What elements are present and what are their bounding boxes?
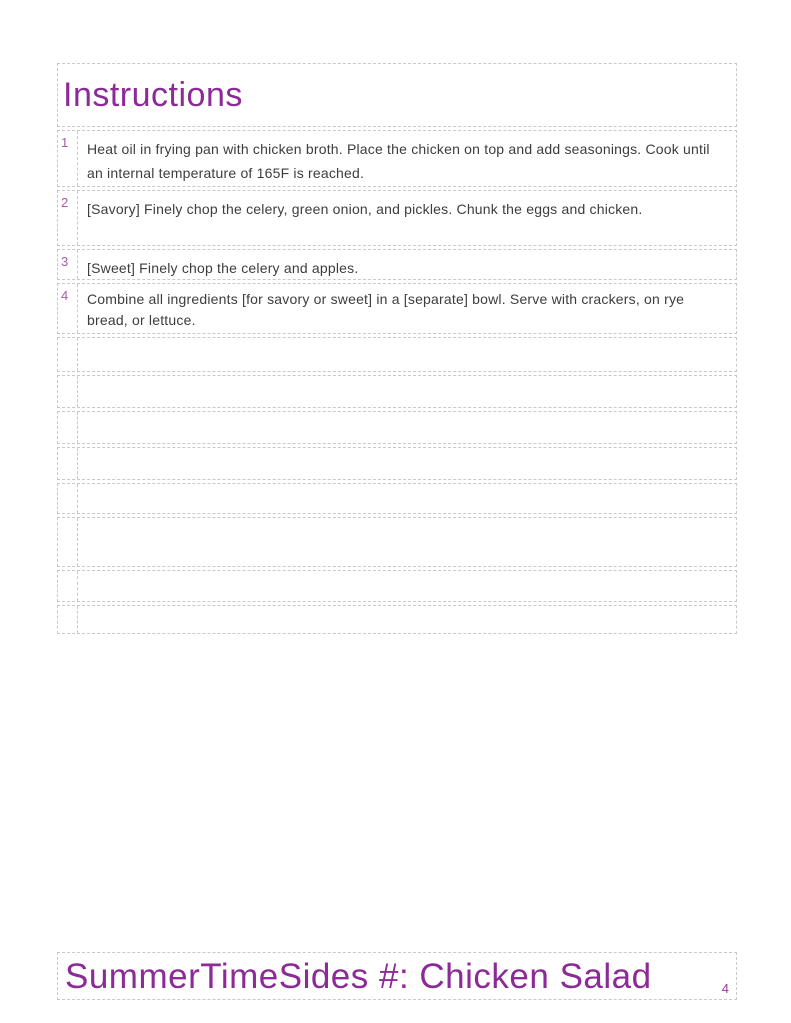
empty-number-cell — [58, 606, 78, 633]
empty-text-cell[interactable] — [78, 412, 736, 443]
empty-number-cell — [58, 338, 78, 371]
step-number: 3 — [58, 250, 78, 279]
step-text[interactable]: [Sweet] Finely chop the celery and apples. — [87, 260, 359, 276]
empty-number-cell — [58, 412, 78, 443]
page-number: 4 — [721, 981, 729, 996]
empty-row — [57, 447, 737, 480]
empty-text-cell[interactable] — [78, 448, 736, 479]
empty-number-cell — [58, 571, 78, 601]
empty-row — [57, 570, 737, 602]
empty-number-cell — [58, 376, 78, 407]
empty-rows-section — [57, 337, 737, 634]
step-number: 1 — [58, 131, 78, 186]
step-number: 4 — [58, 284, 78, 333]
footer-title: SummerTimeSides #: Chicken Salad — [65, 956, 652, 996]
empty-number-cell — [58, 448, 78, 479]
step-number: 2 — [58, 191, 78, 245]
empty-text-cell[interactable] — [78, 376, 736, 407]
footer-row — [57, 952, 737, 1000]
step-text[interactable]: [Savory] Finely chop the celery, green onion, and pickles. Chunk the eggs and chicken. — [87, 201, 643, 217]
empty-text-cell[interactable] — [78, 338, 736, 371]
step-text[interactable]: Combine all ingredients [for savory or sweet] in a [separate] bowl. Serve with crackers, on rye bread, or lettuce. — [87, 291, 685, 328]
page-title: Instructions — [63, 76, 243, 114]
empty-row — [57, 375, 737, 408]
empty-number-cell — [58, 484, 78, 513]
empty-text-cell[interactable] — [78, 518, 736, 566]
step-text[interactable]: Heat oil in frying pan with chicken broth. Place the chicken on top and add seasonings. Cook until an internal temperature of 165F is reached. — [87, 141, 710, 181]
empty-row — [57, 483, 737, 514]
instruction-row-2 — [57, 190, 737, 246]
empty-number-cell — [58, 518, 78, 566]
instructions-heading-row — [57, 63, 737, 127]
empty-text-cell[interactable] — [78, 484, 736, 513]
instruction-row-1 — [57, 130, 737, 187]
instruction-row-3 — [57, 249, 737, 280]
instruction-row-4 — [57, 283, 737, 334]
empty-row — [57, 605, 737, 634]
empty-row — [57, 411, 737, 444]
instructions-table — [57, 63, 737, 637]
empty-row — [57, 337, 737, 372]
empty-row — [57, 517, 737, 567]
empty-text-cell[interactable] — [78, 606, 736, 633]
empty-text-cell[interactable] — [78, 571, 736, 601]
